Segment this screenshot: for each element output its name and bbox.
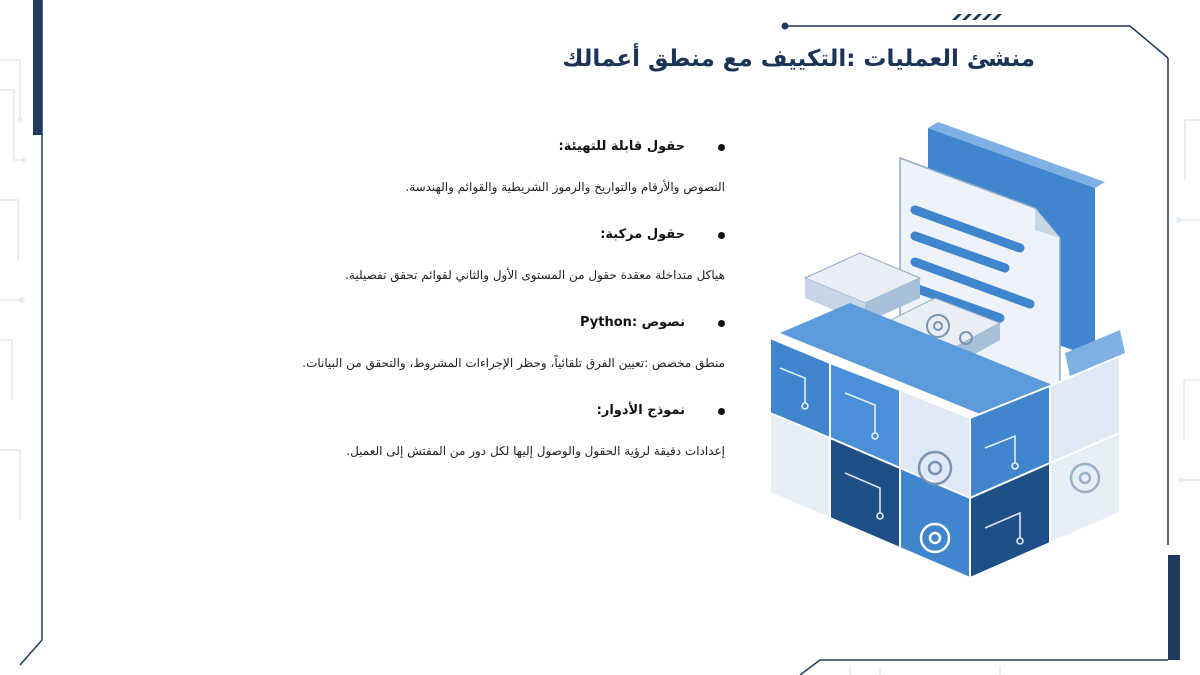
list-item [165,398,725,464]
list-item [165,222,725,288]
item-label: نموذج الأدوار: [596,403,685,418]
list-item [165,310,725,376]
item-description: هياكل متداخلة معقدة حقول من المستوى الأول والثاني لقوائم تحقق تفصيلية. [345,268,725,282]
bullet-dot [718,232,725,239]
bullet-dot [718,408,725,415]
feature-list [165,134,725,464]
item-description: النصوص والأرقام والتواريخ والرموز الشريطية والقوائم والهندسة. [405,180,725,194]
bullet-dot [718,320,725,327]
item-description: إعدادات دقيقة لرؤية الحقول والوصول إليها لكل دور من المفتش إلى العميل. [346,444,725,458]
bullet-dot [718,144,725,151]
item-label: حقول قابلة للتهيئة: [558,139,685,154]
slide-title: منشئ العمليات :التكييف مع منطق أعمالك [562,46,1035,72]
list-item [165,134,725,200]
item-label: نصوص :Python [580,315,685,330]
cube-document-illustration [760,118,1140,588]
item-description: منطق مخصص :تعيين الفرق تلقائياً، وحظر الإجراءات المشروط، والتحقق من البيانات. [302,356,725,370]
item-label: حقول مركبة: [600,227,685,242]
